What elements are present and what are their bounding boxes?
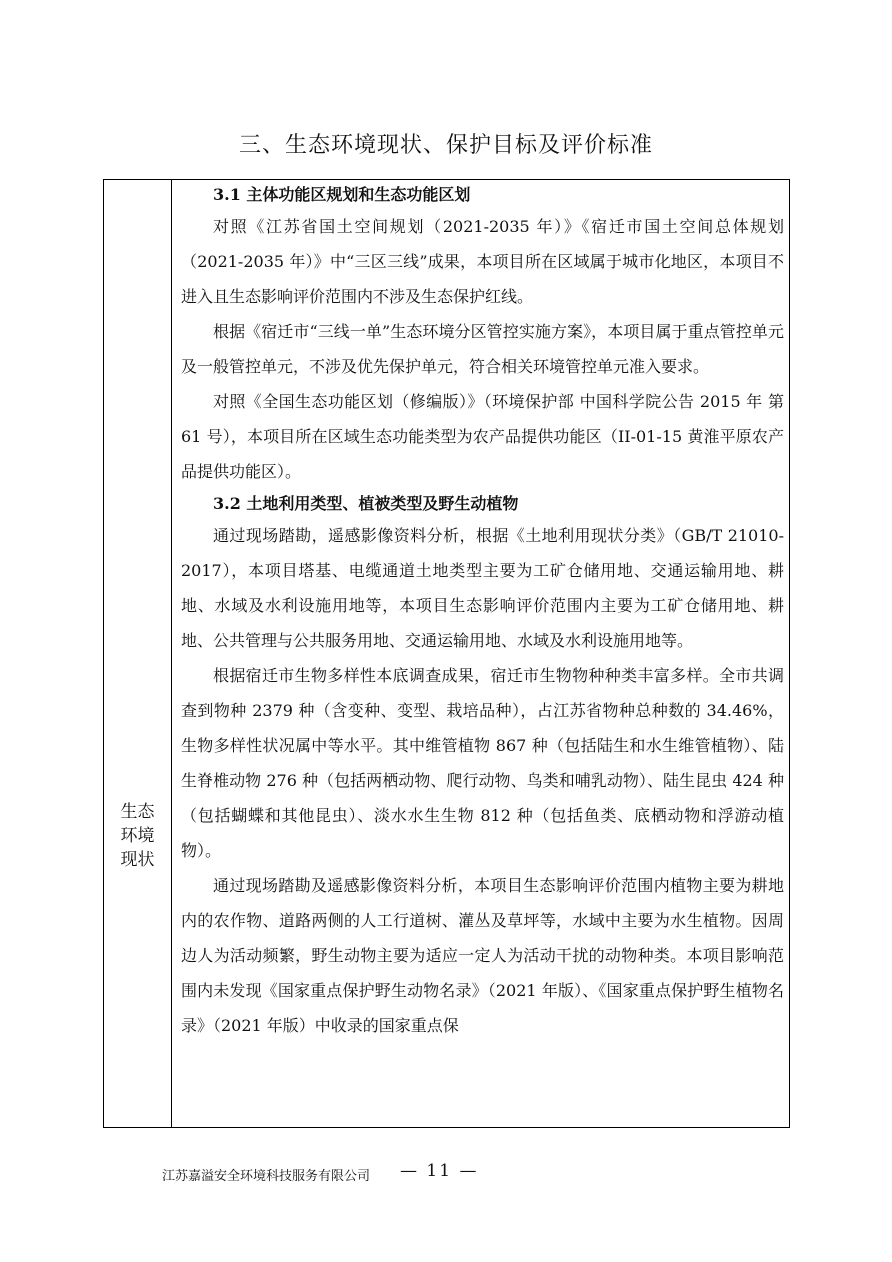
page-title: 三、生态环境现状、保护目标及评价标准 [238, 133, 653, 158]
section-heading: 3.2 土地利用类型、植被类型及野生动植物 [213, 494, 519, 513]
paragraph: 通过现场踏勘及遥感影像资料分析，本项目生态影响评价范围内植物主要为耕地内的农作物、道路两侧的人工行道树、灌丛及草坪等，水域中主要为水生植物。因周边人为活动频繁，野生动物主要为适应一定人为活动干扰的动物种类。本项目影响范围内未发现《国家重点保护野生动物名录》（2021 年版）、《国家重点保护野生植物名录》（2021 年版）中收录的国家重点保 [181, 876, 784, 1035]
paragraph: 对照《江苏省国土空间规划（2021-2035 年）》《宿迁市国土空间总体规划（2021-2035 年）》中“三区三线”成果，本项目所在区域属于城市化地区，本项目不进入且生态影响评价范围内不涉及生态保护红线。 [181, 217, 784, 306]
row-label-cell [104, 180, 172, 1127]
paragraph: 根据宿迁市生物多样性本底调查成果，宿迁市生物物种种类丰富多样。全市共调查到物种 2379 种（含变种、变型、栽培品种），占江苏省物种总种数的 34.46%，生物多样性状况属中等水平。其中维管植物 867 种（包括陆生和水生维管植物）、陆生脊椎动物 276 种（包括两栖动物、爬行动物、鸟类和哺乳动物）、陆生昆虫 424 种（包括蝴蝶和其他昆虫）、淡水水生生物 812 种（包括鱼类、底栖动物和浮游动植物）。 [181, 666, 784, 860]
content-table [103, 179, 790, 1128]
row-label [104, 800, 171, 872]
page-number: — 11 — [400, 1161, 479, 1181]
paragraph: 根据《宿迁市“三线一单”生态环境分区管控实施方案》，本项目属于重点管控单元及一般管控单元，不涉及优先保护单元，符合相关环境管控单元准入要求。 [181, 322, 784, 376]
paragraph: 通过现场踏勘，遥感影像资料分析，根据《土地利用现状分类》（GB/T 21010-2017），本项目塔基、电缆通道土地类型主要为工矿仓储用地、交通运输用地、耕地、水域及水利设施用地等，本项目生态影响评价范围内主要为工矿仓储用地、耕地、公共管理与公共服务用地、交通运输用地、水域及水利设施用地等。 [181, 526, 784, 650]
row-label-line: 生态 [120, 802, 155, 822]
row-label-line: 环境 [120, 826, 155, 846]
section-heading: 3.1 主体功能区规划和生态功能区划 [213, 185, 471, 204]
content-cell [181, 180, 784, 1043]
row-label-line: 现状 [120, 850, 155, 870]
footer-company: 江苏嘉溢安全环境科技服务有限公司 [162, 1169, 371, 1184]
paragraph: 对照《全国生态功能区划（修编版）》（环境保护部 中国科学院公告 2015 年 第 61 号），本项目所在区域生态功能类型为农产品提供功能区（II-01-15 黄淮平原农产品提供功能区）。 [181, 392, 784, 481]
